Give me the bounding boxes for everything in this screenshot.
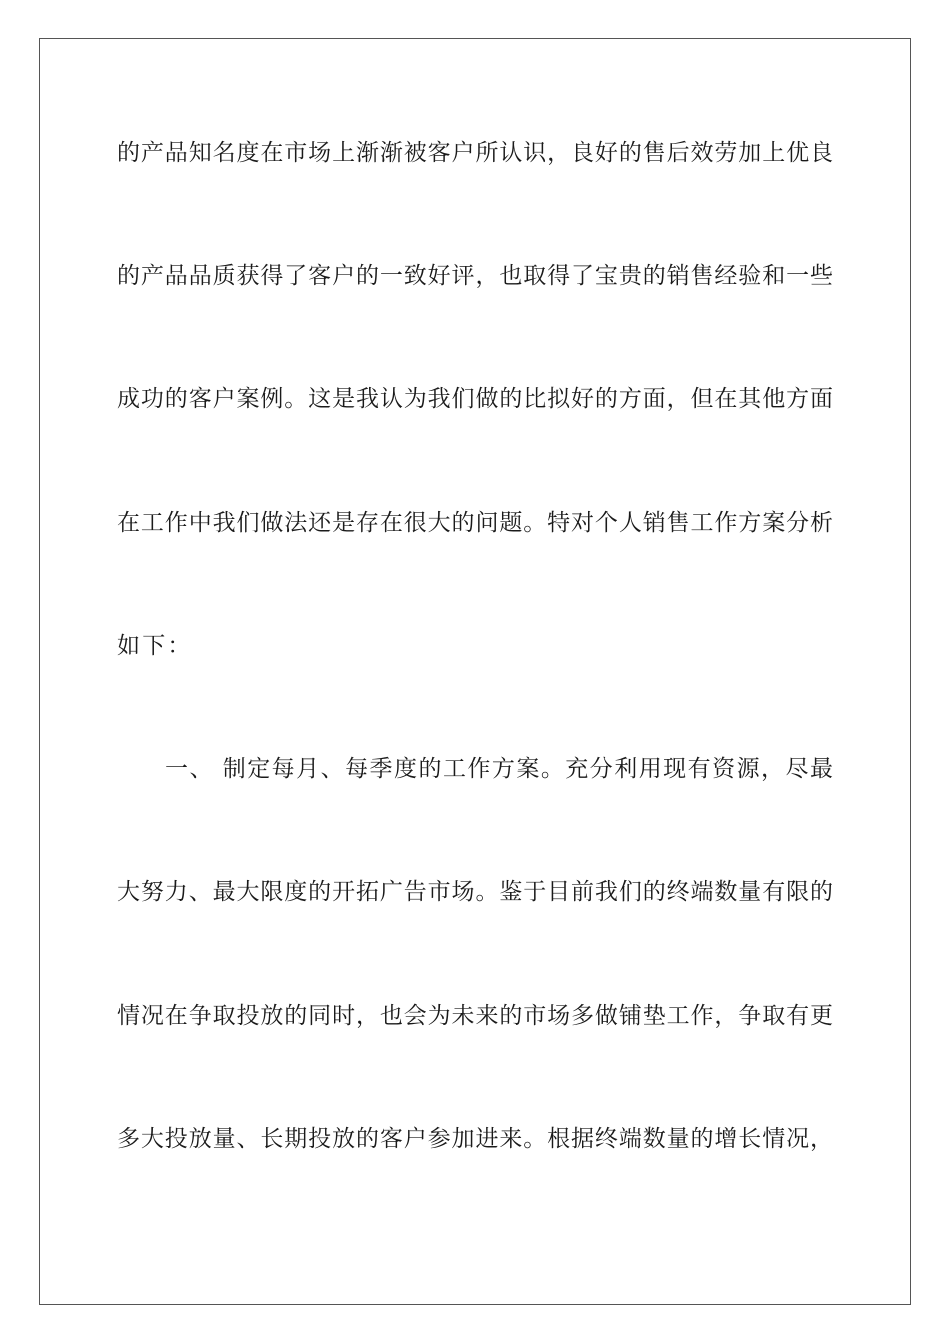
text-line-7: 大努力、最大限度的开拓广告市场。鉴于目前我们的终端数量有限的 <box>117 879 833 905</box>
text-line-1: 的产品知名度在市场上渐渐被客户所认识，良好的售后效劳加上优良 <box>117 140 833 166</box>
text-line-9: 多大投放量、长期投放的客户参加进来。根据终端数量的增长情况， <box>117 1126 833 1152</box>
page-border <box>39 38 911 1305</box>
text-line-3: 成功的客户案例。这是我认为我们做的比拟好的方面，但在其他方面 <box>117 386 833 412</box>
text-line-6: 一、 制定每月、每季度的工作方案。充分利用现有资源，尽最 <box>165 756 833 782</box>
text-line-4: 在工作中我们做法还是存在很大的问题。特对个人销售工作方案分析 <box>117 510 833 536</box>
text-line-2: 的产品品质获得了客户的一致好评，也取得了宝贵的销售经验和一些 <box>117 263 833 289</box>
text-line-5: 如下： <box>117 633 193 659</box>
text-line-8: 情况在争取投放的同时，也会为未来的市场多做铺垫工作，争取有更 <box>117 1003 833 1029</box>
